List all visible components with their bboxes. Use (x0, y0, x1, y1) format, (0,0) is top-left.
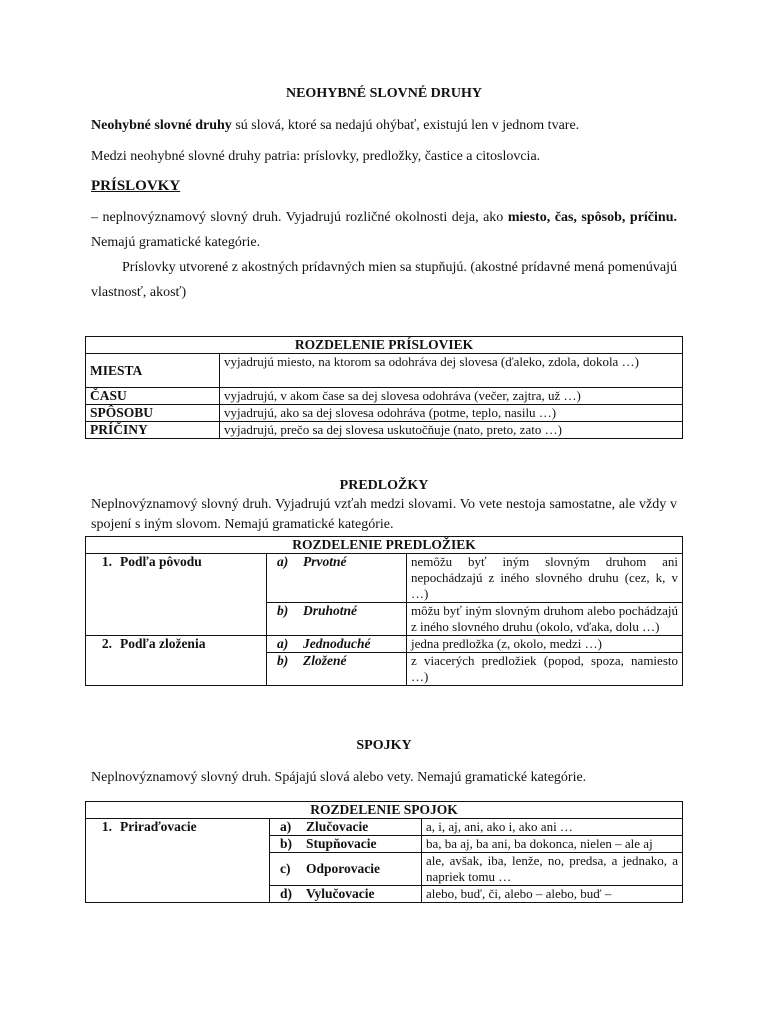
table-header-row (86, 337, 683, 354)
definition-cell: jedna predložka (z, okolo, medzi …) (407, 636, 683, 653)
spojky-table-header: ROZDELENIE SPOJOK (86, 802, 683, 819)
row-label: PRÍČINY (86, 422, 220, 439)
row-description: vyjadrujú, ako sa dej slovesa odohráva (potme, teplo, nasilu …) (220, 405, 683, 422)
page-title: NEOHYBNÉ SLOVNÉ DRUHY (285, 86, 483, 101)
subgroup-letter: a) (277, 636, 289, 651)
subgroup-cell (270, 853, 422, 886)
row-label: SPÔSOBU (86, 405, 220, 422)
prislovky-def-bold-2: príčinu. (629, 210, 677, 225)
subgroup-label: Zložené (303, 653, 347, 668)
subgroup-label: Jednoduché (303, 636, 371, 651)
spojky-heading: SPOJKY (356, 738, 412, 753)
intro-bold-term: Neohybné slovné druhy (91, 118, 232, 133)
subgroup-label: Stupňovacie (306, 836, 377, 851)
table-row (86, 354, 683, 388)
table-row (86, 422, 683, 439)
table-row (86, 554, 683, 603)
prislovky-definition (91, 205, 677, 255)
row-description: vyjadrujú, prečo sa dej slovesa uskutočňuje (nato, preto, zato …) (220, 422, 683, 439)
group-number: 2. (101, 636, 112, 651)
spojky-table (85, 801, 683, 903)
group-label: Priraďovacie (120, 819, 197, 834)
prislovky-heading: PRÍSLOVKY (91, 178, 181, 194)
row-description: vyjadrujú, v akom čase sa dej slovesa odohráva (večer, zajtra, už …) (220, 388, 683, 405)
subgroup-letter: c) (280, 861, 291, 876)
subgroup-label: Prvotné (303, 554, 347, 569)
definition-cell: z viacerých predložiek (popod, spoza, namiesto …) (407, 653, 683, 686)
subgroup-cell (267, 554, 407, 603)
subgroup-letter: b) (280, 836, 293, 851)
table-row (86, 405, 683, 422)
predlozky-heading: PREDLOŽKY (339, 478, 429, 493)
prislovky-table-header: ROZDELENIE PRÍSLOVIEK (86, 337, 683, 354)
prislovky-def-text: – neplnovýznamový slovný druh. Vyjadrujú rozličné okolnosti deja, ako (91, 210, 508, 225)
subgroup-cell (267, 603, 407, 636)
table-row (86, 636, 683, 653)
intro-rest: sú slová, ktoré sa nedajú ohýbať, existujú len v jednom tvare. (231, 118, 580, 133)
table-row (86, 388, 683, 405)
prislovky-def-bold-1: miesto, čas, spôsob, (507, 210, 626, 225)
subgroup-letter: d) (280, 886, 293, 901)
group-number: 1. (101, 819, 112, 834)
group-label: Podľa zloženia (120, 636, 206, 651)
row-description: vyjadrujú miesto, na ktorom sa odohráva dej slovesa (ďaleko, zdola, dokola …) (220, 354, 683, 388)
intro-paragraph-2: Medzi neohybné slovné druhy patria: príslovky, predložky, častice a citoslovcia. (91, 149, 541, 164)
prislovky-table (85, 336, 683, 439)
group-number: 1. (101, 554, 112, 569)
predlozky-table (85, 536, 683, 686)
group-cell (86, 554, 267, 636)
prislovky-def-text-2: Nemajú gramatické kategórie. (91, 235, 261, 250)
table-header-row (86, 802, 683, 819)
subgroup-label: Odporovacie (306, 861, 380, 876)
definition-cell: ale, avšak, iba, lenže, no, predsa, a jednako, a napriek tomu … (422, 853, 683, 886)
predlozky-definition: Neplnovýznamový slovný druh. Vyjadrujú vzťah medzi slovami. Vo vete nestoja samostatne, ale vždy v spojení s iným slovom. Nemajú gramatické kategórie. (91, 497, 677, 532)
prislovky-stupnovanie: Príslovky utvorené z akostných prídavných mien sa stupňujú. (akostné prídavné mená pomenúvajú vlastnosť, akosť) (91, 260, 677, 300)
definition-cell: ba, ba aj, ba ani, ba dokonca, nielen – ale aj (422, 836, 683, 853)
subgroup-letter: b) (277, 603, 289, 618)
subgroup-letter: a) (277, 554, 289, 569)
definition-cell: alebo, buď, či, alebo – alebo, buď – (422, 886, 683, 903)
intro-paragraph (91, 116, 677, 136)
subgroup-cell (267, 636, 407, 653)
group-cell (86, 636, 267, 686)
subgroup-letter: a) (280, 819, 292, 834)
definition-cell: a, i, aj, ani, ako i, ako ani … (422, 819, 683, 836)
definition-cell: nemôžu byť iným slovným druhom ani nepochádzajú z iného slovného druhu (cez, k, v …) (407, 554, 683, 603)
subgroup-cell (270, 886, 422, 903)
group-cell (86, 819, 270, 903)
subgroup-cell (270, 819, 422, 836)
row-label: MIESTA (86, 354, 220, 388)
subgroup-label: Zlučovacie (306, 819, 369, 834)
row-label: ČASU (86, 388, 220, 405)
subgroup-cell (267, 653, 407, 686)
subgroup-label: Druhotné (303, 603, 358, 618)
table-row (86, 819, 683, 836)
definition-cell: môžu byť iným slovným druhom alebo pochádzajú z iného slovného druhu (okolo, vďaka, dolu …) (407, 603, 683, 636)
subgroup-label: Vylučovacie (306, 886, 375, 901)
table-header-row (86, 537, 683, 554)
group-label: Podľa pôvodu (120, 554, 202, 569)
predlozky-table-header: ROZDELENIE PREDLOŽIEK (86, 537, 683, 554)
spojky-definition: Neplnovýznamový slovný druh. Spájajú slová alebo vety. Nemajú gramatické kategórie. (91, 770, 587, 785)
subgroup-cell (270, 836, 422, 853)
subgroup-letter: b) (277, 653, 289, 668)
